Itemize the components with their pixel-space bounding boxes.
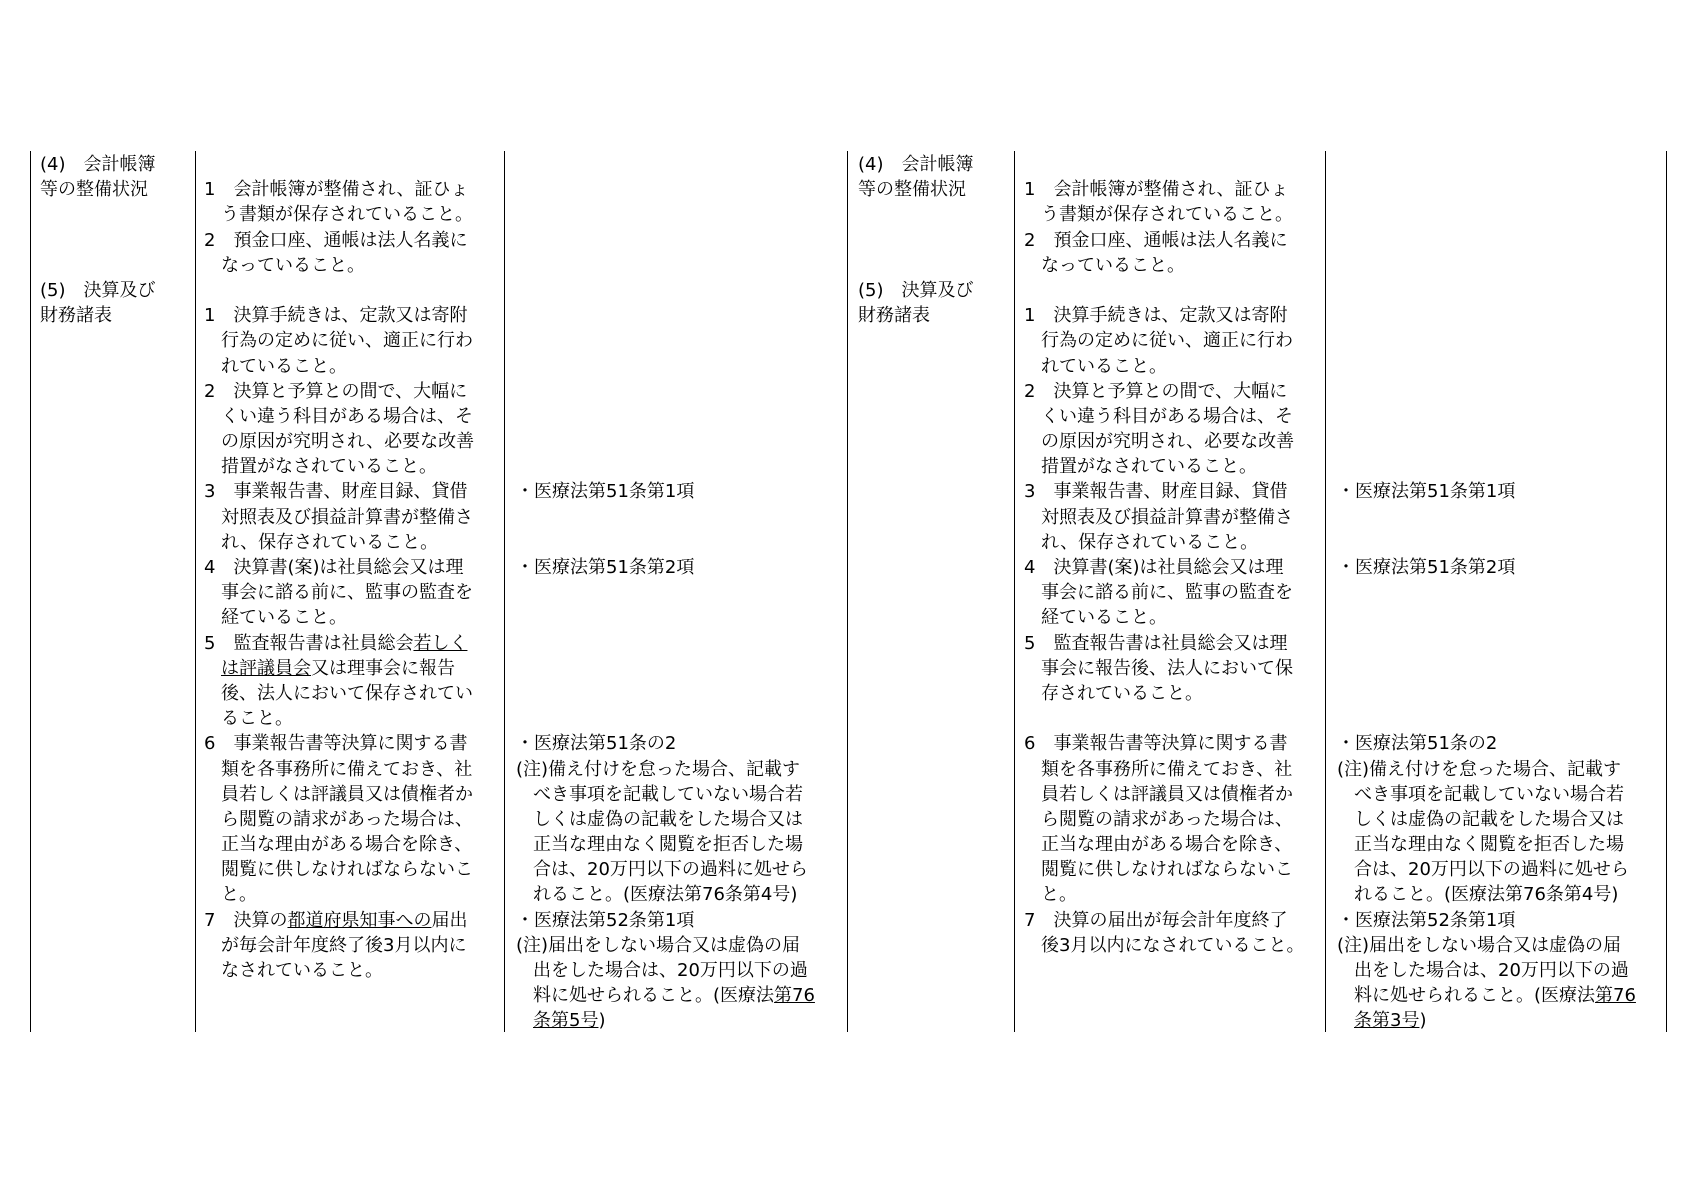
- text-line: [1337, 303, 1636, 328]
- table-border-right-2: [1014, 151, 1015, 1032]
- text-line: [516, 354, 815, 379]
- text-line: [516, 681, 815, 706]
- text-line: れ、保存されていること。: [1041, 531, 1259, 553]
- text-line: ・医療法第51条の2: [516, 733, 677, 755]
- text-line: [516, 656, 815, 681]
- text-line: [516, 983, 815, 1008]
- text-line: 財務諸表: [858, 305, 930, 327]
- text-line: ・医療法第52条第1項: [1337, 909, 1516, 931]
- text-line: [1337, 631, 1636, 656]
- text-line: 4 決算書(案)は社員総会又は理: [204, 557, 464, 578]
- text-line: 5 監査報告書は社員総会又は理: [1024, 632, 1288, 654]
- text-line: と。: [1041, 884, 1077, 906]
- text-line: ら閲覧の請求があった場合は、: [1041, 808, 1293, 830]
- new-item-column: [858, 152, 974, 328]
- text-line: 等の整備状況: [858, 179, 966, 201]
- text-line: [204, 278, 474, 303]
- text-line: ・医療法第51条第1項: [1337, 481, 1516, 503]
- text-line: 1 決算手続きは、定款又は寄附: [1024, 305, 1288, 327]
- old-item-column: [40, 152, 156, 328]
- text-line: れること。(医療法第76条第4号): [1354, 884, 1619, 906]
- text-line: 1 会計帳簿が整備され、証ひょ: [204, 179, 469, 201]
- text-line: の原因が究明され、必要な改善: [221, 431, 475, 453]
- table-border-right-3: [1325, 151, 1326, 1032]
- text-line: 財務諸表: [40, 305, 112, 327]
- table-border-right-4: [1666, 151, 1667, 1032]
- text-line: [516, 631, 815, 656]
- text-line: なっていること。: [221, 254, 365, 276]
- text-line: [204, 631, 474, 656]
- text-line: 経ていること。: [1041, 607, 1167, 629]
- text-line: う書類が保存されていること。: [1041, 204, 1293, 226]
- text-line: [204, 656, 474, 681]
- text-line: [1337, 656, 1636, 681]
- underlined-revision-text: 条第5号: [533, 1010, 599, 1032]
- text-line: れていること。: [221, 355, 347, 377]
- text-line: [516, 454, 815, 479]
- text-line: [1024, 152, 1304, 177]
- text-line: [1337, 706, 1636, 731]
- text-line: 正当な理由なく閲覧を拒否した場: [533, 834, 803, 856]
- text-line: 事会に諮る前に、監事の監査を: [221, 582, 473, 604]
- text-line: [1337, 681, 1636, 706]
- text-segment: 又は理事会に報告: [311, 657, 455, 679]
- text-line: 後3月以内になされていること。: [1041, 934, 1305, 956]
- text-line: 経ていること。: [221, 607, 347, 629]
- text-line: [40, 202, 156, 227]
- text-line: 出をした場合は、20万円以下の過: [533, 960, 808, 981]
- text-line: [1337, 454, 1636, 479]
- underlined-revision-text: 第76: [774, 985, 815, 1007]
- table-border-left-2: [195, 151, 196, 1032]
- text-line: なっていること。: [1041, 254, 1185, 276]
- text-line: 後、法人において保存されてい: [221, 682, 473, 704]
- text-segment: 料に処せられること。(医療法: [1354, 985, 1596, 1007]
- text-line: 類を各事務所に備えておき、社: [1041, 758, 1293, 780]
- text-line: ・医療法第51条の2: [1337, 733, 1498, 755]
- text-line: くい違う科目がある場合は、そ: [221, 405, 473, 427]
- text-line: [40, 253, 156, 278]
- text-line: [516, 1008, 815, 1033]
- text-segment: 7 決算の: [204, 909, 288, 931]
- text-line: [1337, 983, 1636, 1008]
- text-line: れること。(医療法第76条第4号): [533, 884, 798, 906]
- old-legal-basis-column: [516, 152, 815, 1034]
- text-line: (5) 決算及び: [40, 279, 156, 301]
- text-line: [516, 530, 815, 555]
- text-line: [516, 706, 815, 731]
- text-line: [516, 228, 815, 253]
- text-line: [858, 228, 974, 253]
- text-line: 2 預金口座、通帳は法人名義に: [204, 229, 468, 251]
- text-line: [516, 303, 815, 328]
- text-line: [516, 278, 815, 303]
- text-line: [1337, 228, 1636, 253]
- text-line: ・医療法第52条第1項: [516, 909, 695, 931]
- text-line: しくは虚偽の記載をした場合又は: [1354, 808, 1624, 830]
- text-line: ら閲覧の請求があった場合は、: [221, 808, 473, 830]
- underlined-revision-text: 条第3号: [1354, 1010, 1420, 1032]
- text-line: 員若しくは評議員又は債権者か: [1041, 783, 1293, 805]
- old-check-points-column: [204, 152, 474, 983]
- text-line: [516, 177, 815, 202]
- text-line: [516, 253, 815, 278]
- text-line: 正当な理由なく閲覧を拒否した場: [1354, 834, 1624, 856]
- text-line: [516, 328, 815, 353]
- text-line: の原因が究明され、必要な改善: [1041, 431, 1295, 453]
- text-line: [1337, 530, 1636, 555]
- text-line: 行為の定めに従い、適正に行わ: [221, 330, 473, 352]
- text-line: [516, 202, 815, 227]
- text-line: 類を各事務所に備えておき、社: [221, 758, 473, 780]
- new-check-points-column: [1024, 152, 1304, 958]
- text-line: 2 預金口座、通帳は法人名義に: [1024, 229, 1288, 251]
- table-border-left-1: [30, 151, 31, 1032]
- text-line: [204, 152, 474, 177]
- underlined-revision-text: 若しく: [413, 632, 468, 654]
- new-legal-basis-column: [1337, 152, 1636, 1034]
- text-line: [1337, 580, 1636, 605]
- text-line: [516, 429, 815, 454]
- text-line: [1337, 354, 1636, 379]
- text-line: (4) 会計帳簿: [858, 154, 974, 175]
- text-segment: 5 監査報告書は社員総会: [204, 632, 414, 654]
- text-line: [1337, 404, 1636, 429]
- text-line: (5) 決算及び: [858, 279, 974, 301]
- text-line: [1337, 202, 1636, 227]
- text-line: が毎会計年度終了後3月以内に: [221, 934, 467, 956]
- text-line: [1337, 605, 1636, 630]
- text-line: 7 決算の届出が毎会計年度終了: [1024, 909, 1288, 931]
- text-line: 措置がなされていること。: [221, 456, 437, 478]
- text-line: [516, 379, 815, 404]
- text-segment: ): [1419, 1010, 1427, 1032]
- text-line: [1337, 379, 1636, 404]
- text-line: なされていること。: [221, 960, 383, 981]
- text-line: 員若しくは評議員又は債権者か: [221, 783, 473, 805]
- text-line: 2 決算と予算との間で、大幅に: [204, 380, 468, 402]
- underlined-revision-text: 都道府県知事への: [287, 909, 432, 931]
- text-line: [1024, 706, 1304, 731]
- table-border-middle: [847, 151, 848, 1032]
- text-line: 出をした場合は、20万円以下の過: [1354, 960, 1629, 981]
- text-line: [858, 202, 974, 227]
- text-line: [40, 228, 156, 253]
- table-border-left-3: [504, 151, 505, 1032]
- text-line: くい違う科目がある場合は、そ: [1041, 405, 1293, 427]
- text-line: 6 事業報告書等決算に関する書: [204, 733, 468, 755]
- text-line: 存されていること。: [1041, 682, 1203, 704]
- text-line: [1337, 429, 1636, 454]
- text-line: 1 会計帳簿が整備され、証ひょ: [1024, 179, 1289, 201]
- text-line: 3 事業報告書、財産目録、貸借: [1024, 481, 1288, 503]
- text-line: 行為の定めに従い、適正に行わ: [1041, 330, 1293, 352]
- text-line: (注)届出をしない場合又は虚偽の届: [1337, 934, 1622, 956]
- text-line: 4 決算書(案)は社員総会又は理: [1024, 557, 1284, 578]
- text-line: (注)備え付けを怠った場合、記載す: [516, 758, 801, 780]
- text-line: [204, 908, 474, 933]
- underlined-revision-text: 第76: [1595, 985, 1636, 1007]
- text-line: 等の整備状況: [40, 179, 148, 201]
- text-line: [1337, 328, 1636, 353]
- text-line: 事会に報告後、法人において保: [1041, 657, 1293, 679]
- text-line: 合は、20万円以下の過料に処せら: [533, 859, 808, 881]
- text-segment: ): [598, 1010, 606, 1032]
- text-line: (注)届出をしない場合又は虚偽の届: [516, 934, 801, 956]
- text-line: 6 事業報告書等決算に関する書: [1024, 733, 1288, 755]
- text-line: [1337, 253, 1636, 278]
- text-line: べき事項を記載していない場合若: [1354, 783, 1624, 805]
- text-line: う書類が保存されていること。: [221, 204, 473, 226]
- text-line: [516, 605, 815, 630]
- text-segment: 料に処せられること。(医療法: [533, 985, 775, 1007]
- text-line: [1337, 177, 1636, 202]
- text-line: [516, 152, 815, 177]
- text-line: 閲覧に供しなければならないこ: [1041, 859, 1293, 881]
- text-line: [1337, 1008, 1636, 1033]
- text-line: [516, 505, 815, 530]
- text-line: [516, 404, 815, 429]
- text-line: 閲覧に供しなければならないこ: [221, 859, 473, 881]
- underlined-revision-text: は評議員会: [221, 657, 311, 679]
- text-segment: 届出: [431, 909, 468, 931]
- text-line: 事会に諮る前に、監事の監査を: [1041, 582, 1293, 604]
- text-line: [1337, 152, 1636, 177]
- text-line: (注)備え付けを怠った場合、記載す: [1337, 758, 1622, 780]
- text-line: と。: [221, 884, 257, 906]
- text-line: 措置がなされていること。: [1041, 456, 1257, 478]
- text-line: 2 決算と予算との間で、大幅に: [1024, 380, 1288, 402]
- text-line: しくは虚偽の記載をした場合又は: [533, 808, 803, 830]
- text-line: 対照表及び損益計算書が整備さ: [221, 506, 473, 528]
- text-line: 1 決算手続きは、定款又は寄附: [204, 305, 468, 327]
- text-line: 正当な理由がある場合を除き、: [1041, 834, 1293, 856]
- text-line: [1337, 278, 1636, 303]
- text-line: べき事項を記載していない場合若: [533, 783, 803, 805]
- text-line: [1337, 505, 1636, 530]
- text-line: [858, 253, 974, 278]
- text-line: ・医療法第51条第2項: [1337, 557, 1516, 578]
- text-line: 正当な理由がある場合を除き、: [221, 834, 473, 856]
- text-line: れていること。: [1041, 355, 1167, 377]
- text-line: れ、保存されていること。: [221, 531, 439, 553]
- text-line: ・医療法第51条第1項: [516, 481, 695, 503]
- text-line: [516, 580, 815, 605]
- text-line: 3 事業報告書、財産目録、貸借: [204, 481, 468, 503]
- text-line: 合は、20万円以下の過料に処せら: [1354, 859, 1629, 881]
- text-line: (4) 会計帳簿: [40, 154, 156, 175]
- text-line: [1024, 278, 1304, 303]
- text-line: ・医療法第51条第2項: [516, 557, 695, 578]
- text-line: ること。: [221, 708, 293, 730]
- text-line: 対照表及び損益計算書が整備さ: [1041, 506, 1293, 528]
